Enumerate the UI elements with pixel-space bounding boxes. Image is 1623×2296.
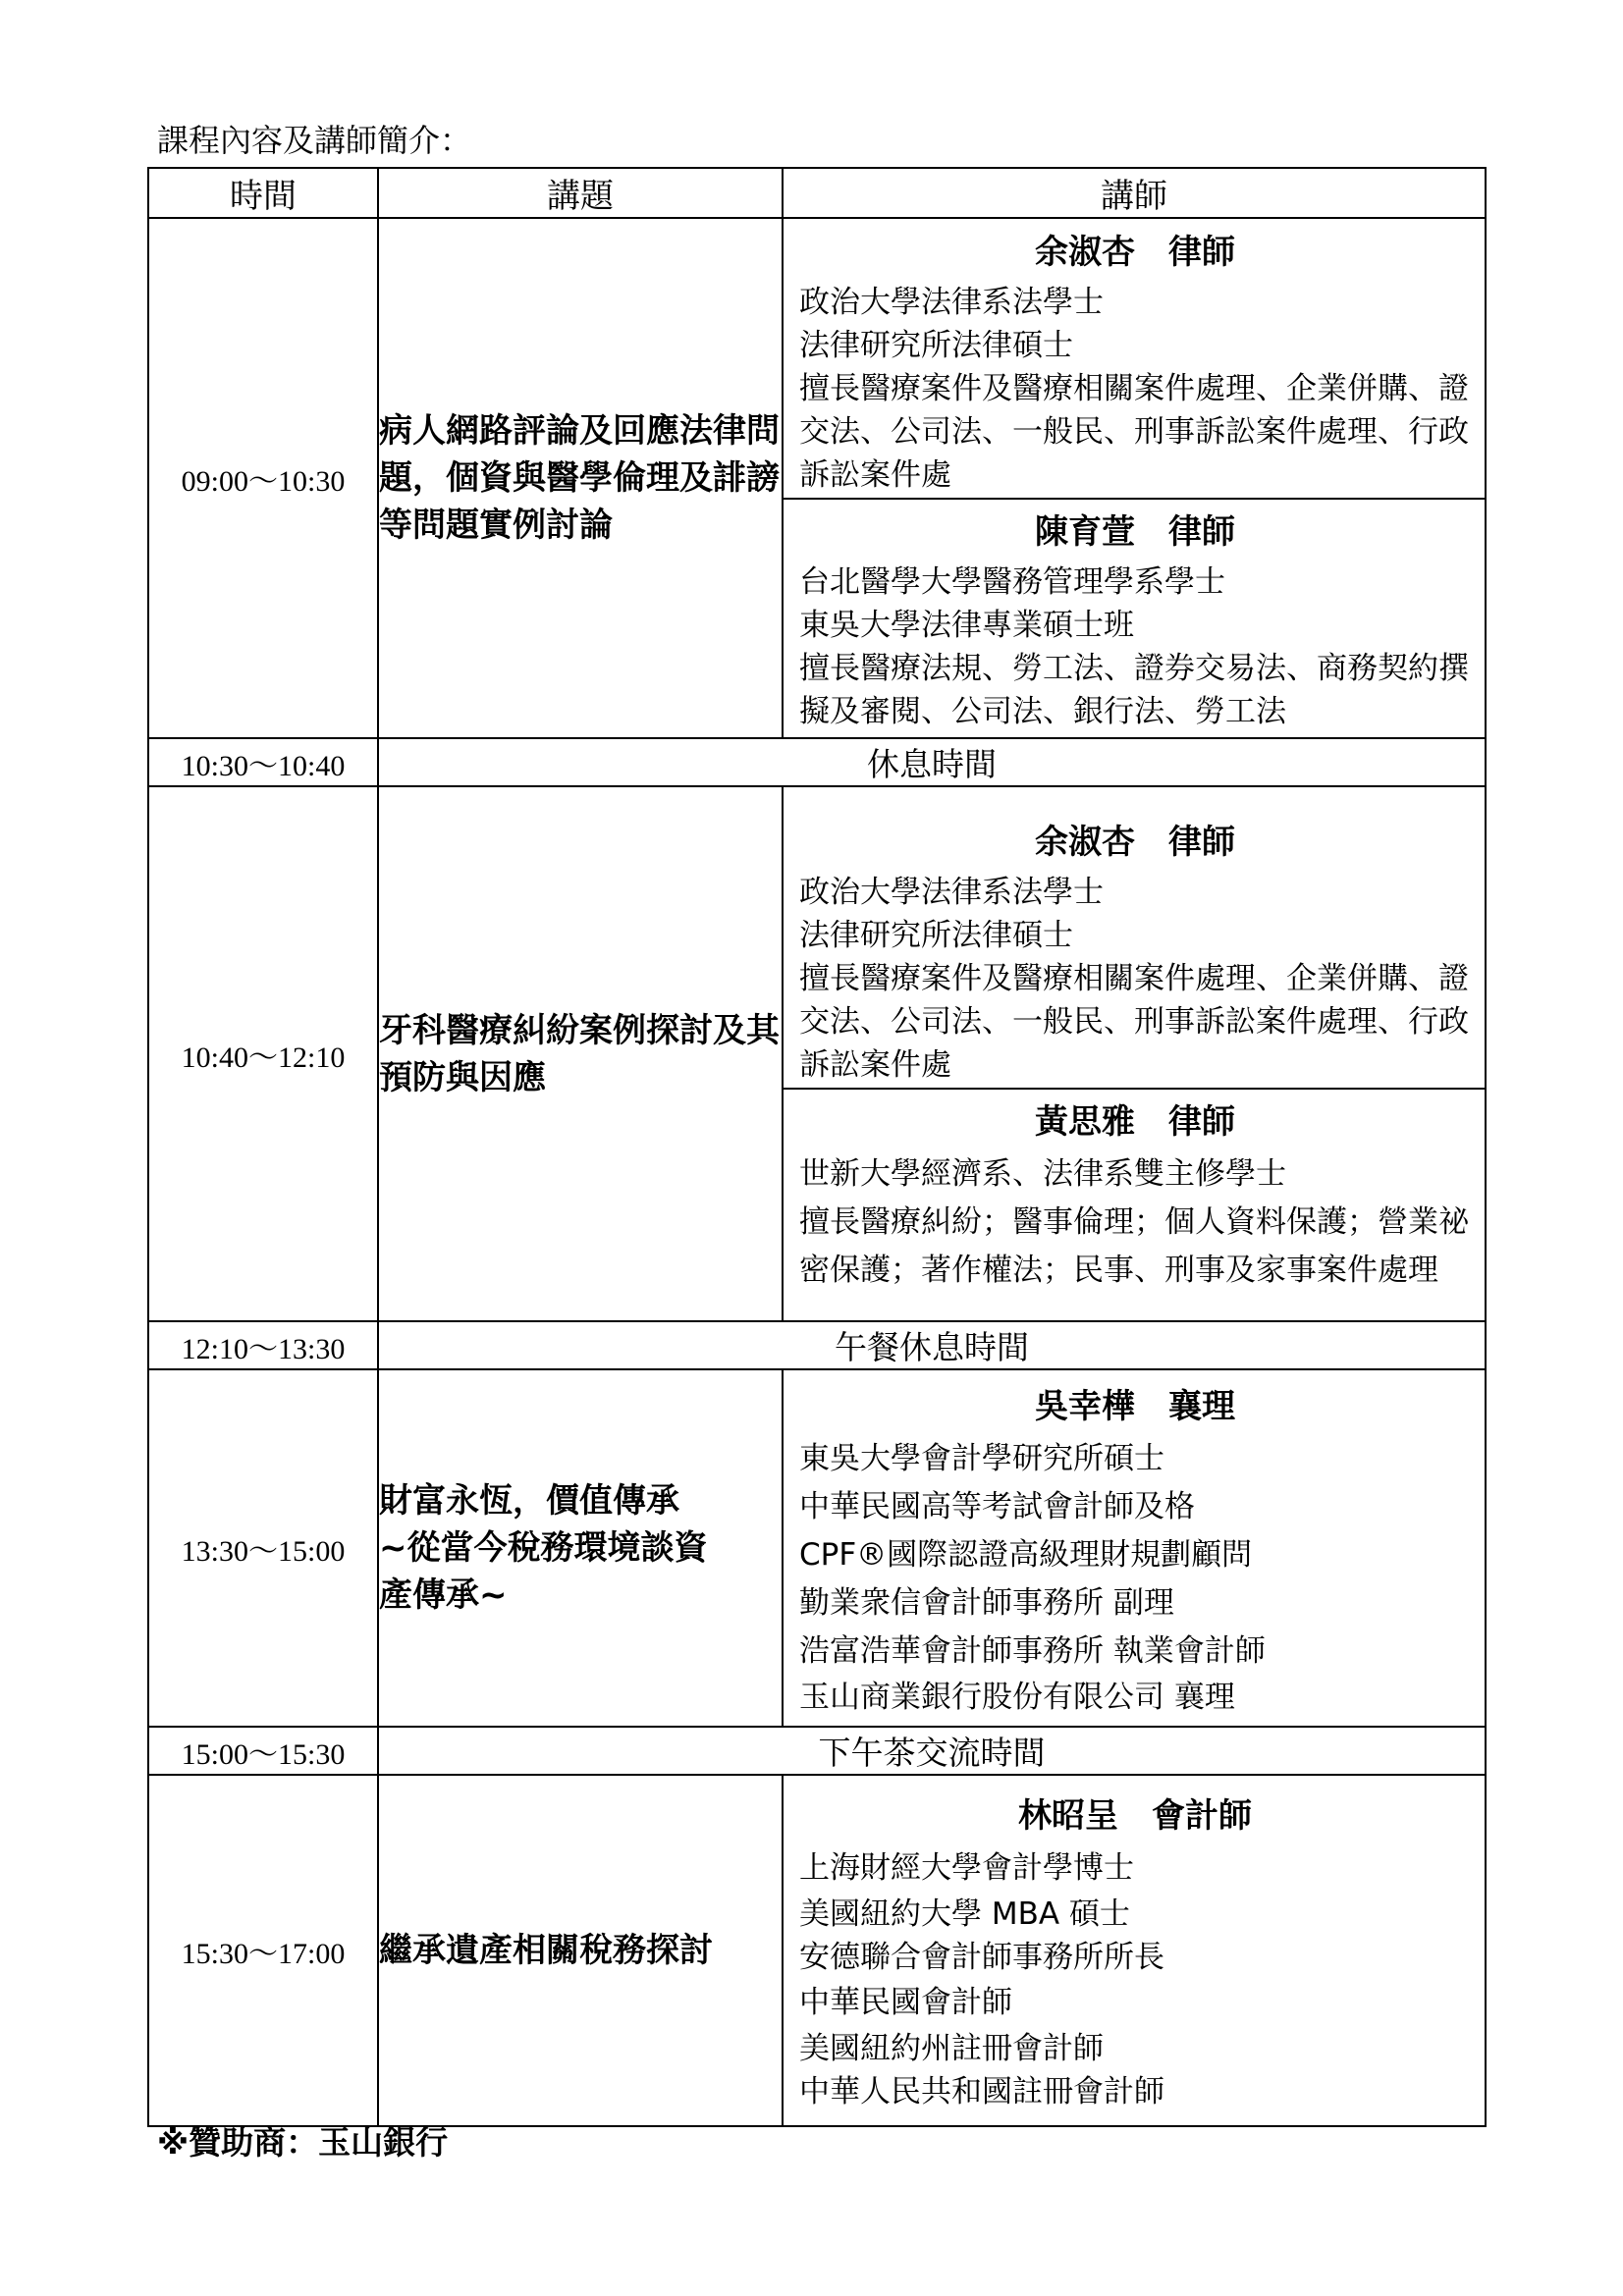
speaker-credential: 安德聯合會計師事務所所長 <box>799 1940 1164 1975</box>
speaker-credential: 擅長醫療案件及醫療相關案件處理、企業併購、證交法、公司法、一般民、刑事訴訟案件處理、行政訴訟案件處 <box>799 960 1469 1083</box>
speaker-cell <box>783 1775 1486 2126</box>
break-row <box>148 738 1486 786</box>
speaker-credential: 東吳大學會計學研究所碩士 <box>799 1440 1164 1476</box>
topic-line: ~從當今稅務環境談資 <box>379 1528 708 1568</box>
speaker-block <box>784 1374 1485 1723</box>
speaker-credential: 法律研究所法律碩士 <box>799 917 1073 953</box>
speaker-block <box>784 220 1485 498</box>
speaker-name: 陳育萱 律師 <box>1035 511 1235 552</box>
speaker-credential: 擅長醫療法規、勞工法、證券交易法、商務契約撰擬及審閱、公司法、銀行法、勞工法 <box>799 650 1469 729</box>
session-time: 09:00～10:30 <box>148 218 378 738</box>
column-header-topic: 講題 <box>378 168 783 218</box>
speaker-cell <box>783 786 1486 1321</box>
column-header-speaker: 講師 <box>783 168 1486 218</box>
break-time: 12:10～13:30 <box>148 1321 378 1369</box>
table-header-row <box>148 168 1486 218</box>
speaker-credential: 中華民國會計師 <box>799 1985 1012 2020</box>
speaker-credential: 美國紐約大學 MBA 碩士 <box>799 1896 1130 1932</box>
break-time: 10:30～10:40 <box>148 738 378 786</box>
speaker-credential: 擅長醫療糾紛；醫事倫理；個人資料保護；營業祕密保護；著作權法；民事、刑事及家事案件處理 <box>799 1203 1469 1288</box>
break-label: 休息時間 <box>378 738 1486 786</box>
speaker-credential: 政治大學法律系法學士 <box>799 874 1104 910</box>
session-topic: 病人網路評論及回應法律問題，個資與醫學倫理及誹謗等問題實例討論 <box>378 218 783 738</box>
speaker-credential: 勤業衆信會計師事務所 副理 <box>799 1584 1174 1621</box>
break-row <box>148 1321 1486 1369</box>
speaker-name: 黃思雅 律師 <box>1035 1101 1235 1142</box>
session-row <box>148 218 1486 738</box>
speaker-block <box>784 810 1485 1088</box>
speaker-credential: 美國紐約州註冊會計師 <box>799 2031 1104 2066</box>
topic-line: 財富永恆，價值傳承 <box>379 1481 679 1521</box>
session-topic <box>378 1369 783 1727</box>
session-topic: 牙科醫療糾紛案例探討及其預防與因應 <box>378 786 783 1321</box>
speaker-credential: 玉山商業銀行股份有限公司 襄理 <box>799 1679 1235 1715</box>
session-time: 13:30～15:00 <box>148 1369 378 1727</box>
speaker-name: 余淑杏 律師 <box>1035 822 1235 862</box>
session-row <box>148 1775 1486 2126</box>
speaker-name: 林昭呈 會計師 <box>1018 1796 1252 1836</box>
session-topic: 繼承遺產相關稅務探討 <box>378 1775 783 2126</box>
column-header-time: 時間 <box>148 168 378 218</box>
speaker-credential: 台北醫學大學醫務管理學系學士 <box>799 563 1225 600</box>
speaker-credential: CPF®國際認證高級理財規劃顧問 <box>799 1536 1253 1573</box>
break-row <box>148 1727 1486 1775</box>
session-time: 15:30～17:00 <box>148 1775 378 2126</box>
session-row <box>148 786 1486 1321</box>
schedule-table <box>147 167 1487 2127</box>
break-label: 午餐休息時間 <box>378 1321 1486 1369</box>
topic-line: 產傳承~ <box>379 1575 508 1615</box>
speaker-credential: 擅長醫療案件及醫療相關案件處理、企業併購、證交法、公司法、一般民、刑事訴訟案件處理、行政訴訟案件處 <box>799 370 1469 493</box>
speaker-credential: 上海財經大學會計學博士 <box>799 1850 1134 1886</box>
speaker-name: 吳幸樺 襄理 <box>1035 1386 1235 1426</box>
speaker-credential: 中華民國高等考試會計師及格 <box>799 1488 1195 1524</box>
speaker-name: 余淑杏 律師 <box>1035 232 1235 272</box>
speaker-credential: 世新大學經濟系、法律系雙主修學士 <box>799 1155 1286 1192</box>
speaker-block <box>784 1088 1485 1299</box>
speaker-credential: 法律研究所法律碩士 <box>799 327 1073 363</box>
speaker-credential: 浩富浩華會計師事務所 執業會計師 <box>799 1632 1266 1669</box>
speaker-credential: 政治大學法律系法學士 <box>799 284 1104 320</box>
break-label: 下午茶交流時間 <box>378 1727 1486 1775</box>
speaker-credential: 東吳大學法律專業碩士班 <box>799 607 1134 643</box>
sponsor-note: ※贊助商：玉山銀行 <box>157 2123 449 2162</box>
session-row <box>148 1369 1486 1727</box>
page-heading: 課程內容及講師簡介： <box>157 122 472 159</box>
speaker-cell <box>783 218 1486 738</box>
speaker-cell <box>783 1369 1486 1727</box>
session-time: 10:40～12:10 <box>148 786 378 1321</box>
speaker-block <box>784 498 1485 737</box>
speaker-block <box>784 1784 1485 2117</box>
speaker-credential: 中華人民共和國註冊會計師 <box>799 2074 1164 2109</box>
break-time: 15:00～15:30 <box>148 1727 378 1775</box>
